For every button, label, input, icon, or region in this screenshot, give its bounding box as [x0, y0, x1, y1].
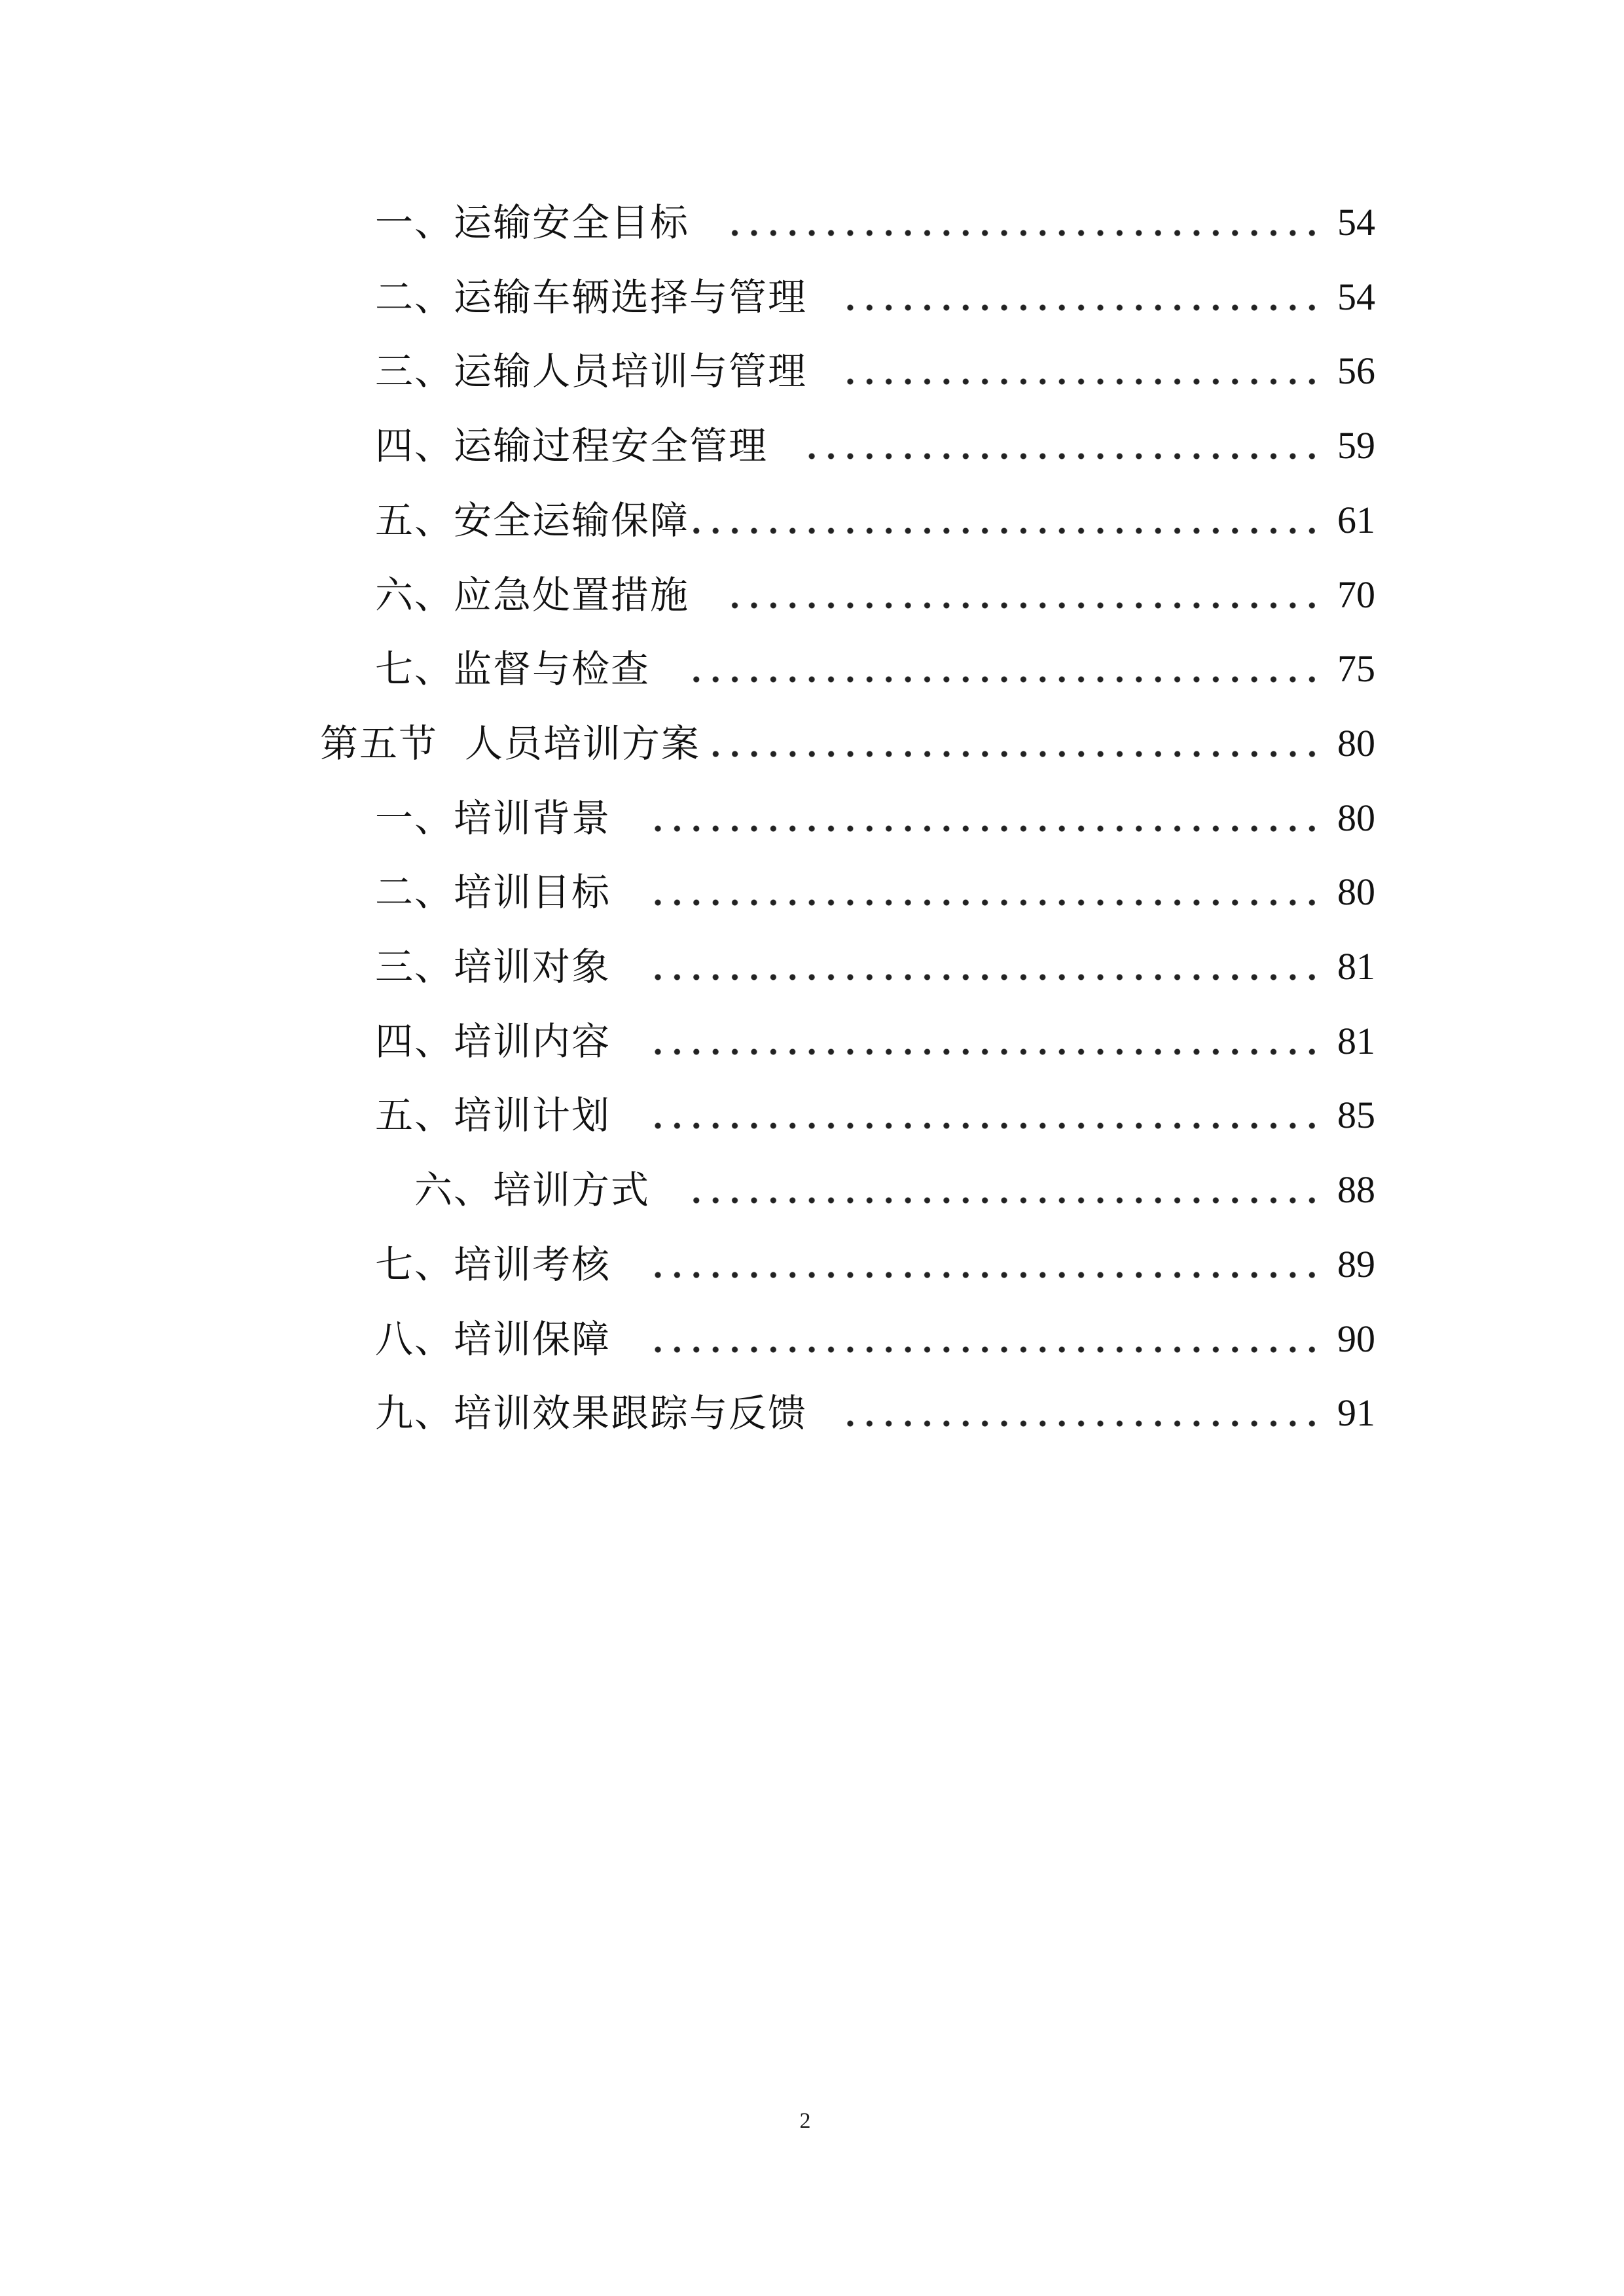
- toc-entry-page: 59: [1337, 424, 1375, 467]
- toc-entry-title: 四、运输过程安全管理: [375, 423, 768, 468]
- dot-leader: [693, 527, 1322, 535]
- toc-entry-page: 85: [1337, 1094, 1375, 1136]
- toc-entry-training-feedback[interactable]: [375, 1376, 1375, 1450]
- dot-leader: [729, 229, 1322, 237]
- toc-entry-page: 54: [1337, 201, 1375, 243]
- toc-entry-page: 75: [1337, 647, 1375, 690]
- toc-entry-page: 56: [1337, 350, 1375, 392]
- dot-leader: [729, 601, 1322, 609]
- dot-leader: [846, 1420, 1322, 1427]
- toc-entry-title: 五、安全运输保障: [375, 498, 690, 543]
- toc-entry-title: 二、运输车辆选择与管理: [375, 275, 808, 319]
- toc-entry-training-goals[interactable]: [375, 855, 1375, 929]
- toc-entry-page: 89: [1337, 1243, 1375, 1285]
- dot-leader: [846, 378, 1322, 386]
- toc-entry-training-background[interactable]: [375, 781, 1375, 855]
- dot-leader: [650, 1271, 1322, 1279]
- toc-entry-page: 80: [1337, 870, 1375, 913]
- toc-entry-training-audience[interactable]: [375, 929, 1375, 1004]
- dot-leader: [650, 825, 1322, 833]
- toc-entry-training-assessment[interactable]: [375, 1227, 1375, 1302]
- toc-entry-title: 三、培训对象: [375, 944, 611, 989]
- toc-entry-personnel-training-management[interactable]: [375, 334, 1375, 408]
- toc-entry-emergency-measures[interactable]: [375, 558, 1375, 632]
- toc-entry-page: 70: [1337, 573, 1375, 616]
- toc-entry-page: 54: [1337, 276, 1375, 318]
- dot-leader: [807, 452, 1322, 460]
- dot-leader: [650, 1346, 1322, 1354]
- page-number: 2: [799, 2109, 811, 2133]
- toc-entry-transport-safety-goals[interactable]: [375, 185, 1375, 260]
- dot-leader: [650, 1122, 1322, 1130]
- dot-leader: [650, 899, 1322, 906]
- toc-entry-page: 61: [1337, 499, 1375, 541]
- toc-entry-safety-guarantee[interactable]: [375, 483, 1375, 558]
- toc-entry-training-methods[interactable]: [414, 1153, 1375, 1227]
- toc-entry-title: 八、培训保障: [375, 1317, 611, 1361]
- dot-leader: [689, 675, 1322, 683]
- dot-leader: [846, 304, 1322, 312]
- toc-entry-page: 91: [1337, 1391, 1375, 1434]
- toc-entry-title: 九、培训效果跟踪与反馈: [375, 1391, 808, 1435]
- dot-leader: [650, 973, 1322, 981]
- dot-leader: [689, 1196, 1322, 1204]
- toc-entry-title: 四、培训内容: [375, 1019, 611, 1064]
- toc-entry-title: 七、监督与检查: [375, 647, 651, 691]
- toc-section-title: 第五节 人员培训方案: [320, 721, 700, 766]
- toc-entry-page: 81: [1337, 945, 1375, 988]
- toc-entry-title: 六、应急处置措施: [375, 573, 690, 617]
- toc-entry-page: 80: [1337, 722, 1375, 764]
- toc-entry-page: 88: [1337, 1168, 1375, 1211]
- toc-entry-process-safety[interactable]: [375, 408, 1375, 483]
- toc-entry-page: 90: [1337, 1318, 1375, 1360]
- toc-entry-title: 一、运输安全目标: [375, 200, 690, 245]
- toc-entry-title: 一、培训背景: [375, 796, 611, 840]
- toc-entry-title: 二、培训目标: [375, 870, 611, 914]
- toc-entry-section-5-training-plan[interactable]: [320, 706, 1375, 781]
- toc-entry-training-schedule[interactable]: [375, 1078, 1375, 1153]
- toc-entry-training-content[interactable]: [375, 1004, 1375, 1079]
- toc-entry-title: 六、培训方式: [414, 1168, 651, 1212]
- toc-entry-title: 三、运输人员培训与管理: [375, 349, 808, 393]
- toc-entry-supervision-inspection[interactable]: [375, 632, 1375, 706]
- toc-entry-page: 81: [1337, 1020, 1375, 1062]
- toc-entry-title: 五、培训计划: [375, 1093, 611, 1138]
- toc-entry-title: 七、培训考核: [375, 1242, 611, 1287]
- toc-entry-page: 80: [1337, 797, 1375, 839]
- dot-leader: [704, 750, 1322, 758]
- toc-entry-vehicle-selection[interactable]: [375, 260, 1375, 334]
- toc-entry-training-support[interactable]: [375, 1302, 1375, 1376]
- dot-leader: [650, 1048, 1322, 1056]
